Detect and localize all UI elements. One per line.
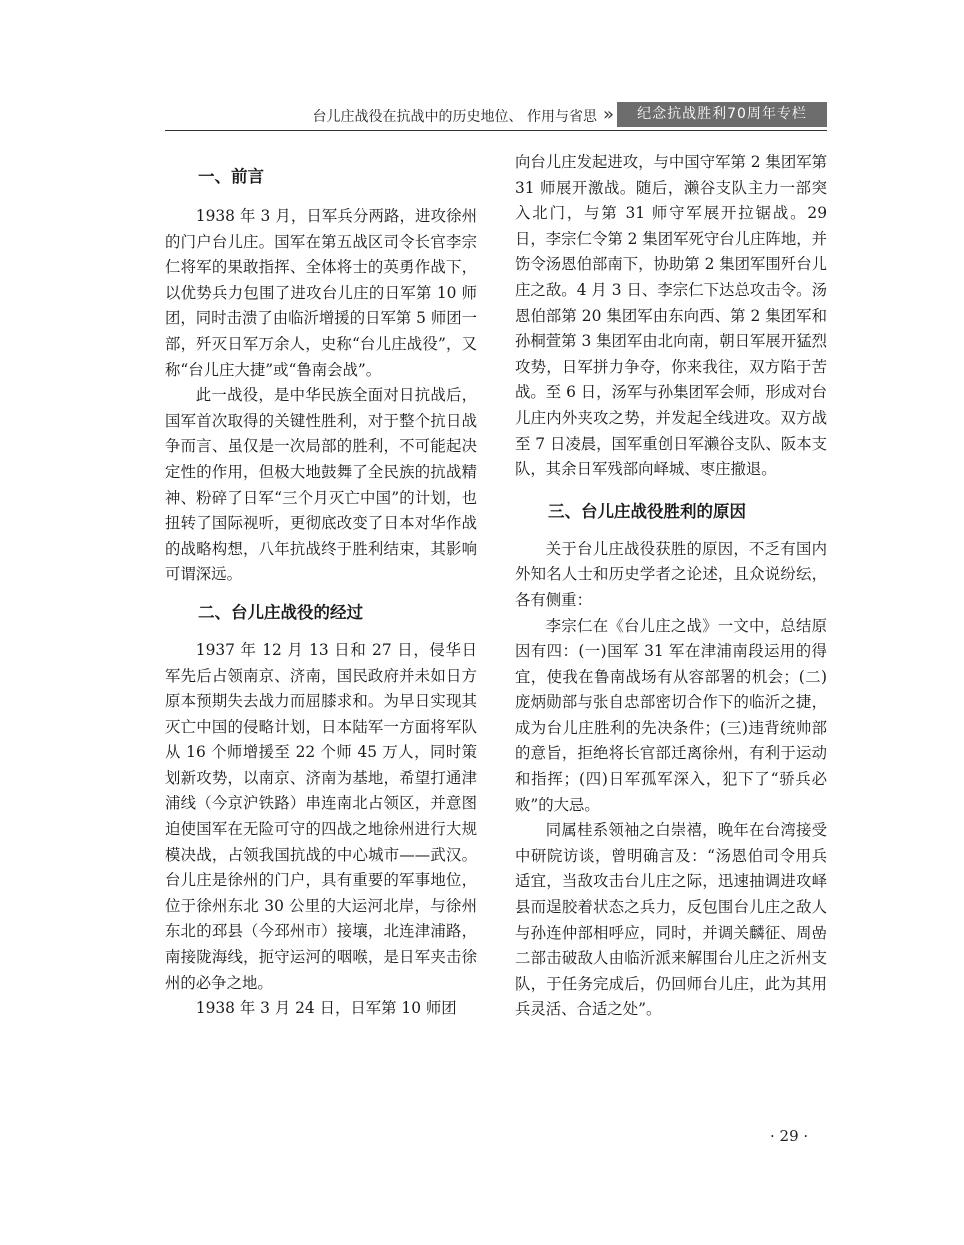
running-header [165,100,827,130]
left-column [165,150,477,1022]
paragraph-continued: 向台儿庄发起进攻，与中国守军第 2 集团军第 31 师展开激战。随后，濑谷支队主力一部突入北门，与第 31 师守军展开拉锯战。29 日，李宗仁令第 2 集团军死守台儿庄阵地，并饬令汤恩伯部南下，协助第 2 集团军围歼台儿庄之敌。4 月 3 日、李宗仁下达总攻击令。汤恩伯部第 20 集团军由东向西、第 2 集团军和孙桐萱第 3 集团军由北向南，朝日军展开猛烈攻势，日军拼力争夺，你来我往，双方陷于苦战。至 6 日，汤军与孙集团军会师，形成对台儿庄内外夹攻之势，并发起全线进攻。双方战至 7 日凌晨，国军重创日军濑谷支队、阪本支队，其余日军残部向峄城、枣庄撤退。 [515,153,827,479]
header-rule [165,130,827,131]
paragraph: 同属桂系领袖之白崇禧，晚年在台湾接受中研院访谈，曾明确言及：“汤恩伯司令用兵适宜，当敌攻击台儿庄之际，迅速抽调进攻峄县而逞胶着状态之兵力，反包围台儿庄之敌人与孙连仲部相呼应，同时，并调关麟征、周嵒二部击破敌人由临沂派来解围台儿庄之沂州支队，于任务完成后，仍回师台儿庄，此为其用兵灵活、合适之处”。 [515,821,827,1019]
section-heading-preface: 一、前言 [198,167,264,186]
double-chevron-icon: » [603,104,615,125]
running-title: 台儿庄战役在抗战中的历史地位、 作用与省思 [312,109,597,125]
paragraph: 1938 年 3 月 24 日，日军第 10 师团 [195,999,457,1018]
right-column [515,150,827,1023]
page-number: · 29 · [770,1127,809,1145]
section-heading-victory-reasons: 三、台儿庄战役胜利的原因 [548,501,746,521]
column-label-band: 纪念抗战胜利70周年专栏 [617,102,827,127]
paragraph: 李宗仁在《台儿庄之战》一文中，总结原因有四：(一)国军 31 军在津浦南段运用的得宜，使我在鲁南战场有从容部署的机会；(二)庞炳勋部与张自忠部密切合作下的临沂之捷，成为台儿庄胜利的先决条件；(三)违背统帅部的意旨，拒绝将长官部迁离徐州，有利于运动和指挥；(四)日军孤军深入，犯下了“骄兵必败”的大忌。 [515,616,827,814]
section-heading-battle-course: 二、台儿庄战役的经过 [198,602,363,622]
paragraph: 此一战役，是中华民族全面对日抗战后，国军首次取得的关键性胜利，对于整个抗日战争而言、虽仅是一次局部的胜利，不可能起决定性的作用，但极大地鼓舞了全民族的抗战精神、粉碎了日军“三个月灭亡中国”的计划，也扭转了国际视听，更彻底改变了日本对华作战的战略构想，八年抗战终于胜利结束，其影响可谓深远。 [165,386,477,584]
paragraph: 1937 年 12 月 13 日和 27 日，侵华日军先后占领南京、济南，国民政府并未如日方原本预期失去战力而屈膝求和。为早日实现其灭亡中国的侵略计划，日本陆军一方面将军队从 16 个师增援至 22 个师 45 万人，同时策划新攻势，以南京、济南为基地，希望打通津浦线（今京沪铁路）串连南北占领区，并意图迫使国军在无险可守的四战之地徐州进行大规模决战，占领我国抗战的中心城市——武汉。台儿庄是徐州的门户，具有重要的军事地位，位于徐州东北 30 公里的大运河北岸，与徐州东北的邳县（今邳州市）接壤，北连津浦路，南接陇海线，扼守运河的咽喉，是日军夹击徐州的必争之地。 [165,640,477,992]
paragraph: 关于台儿庄战役获胜的原因，不乏有国内外知名人士和历史学者之论述，且众说纷纭，各有侧重： [515,539,827,609]
paragraph: 1938 年 3 月，日军兵分两路，进攻徐州的门户台儿庄。国军在第五战区司令长官李宗仁将军的果敢指挥、全体将士的英勇作战下，以优势兵力包围了进攻台儿庄的日军第 10 师团，同时击溃了由临沂增援的日军第 5 师团一部，歼灭日军万余人，史称“台儿庄战役”，又称“台儿庄大捷”或“鲁南会战”。 [165,207,477,379]
